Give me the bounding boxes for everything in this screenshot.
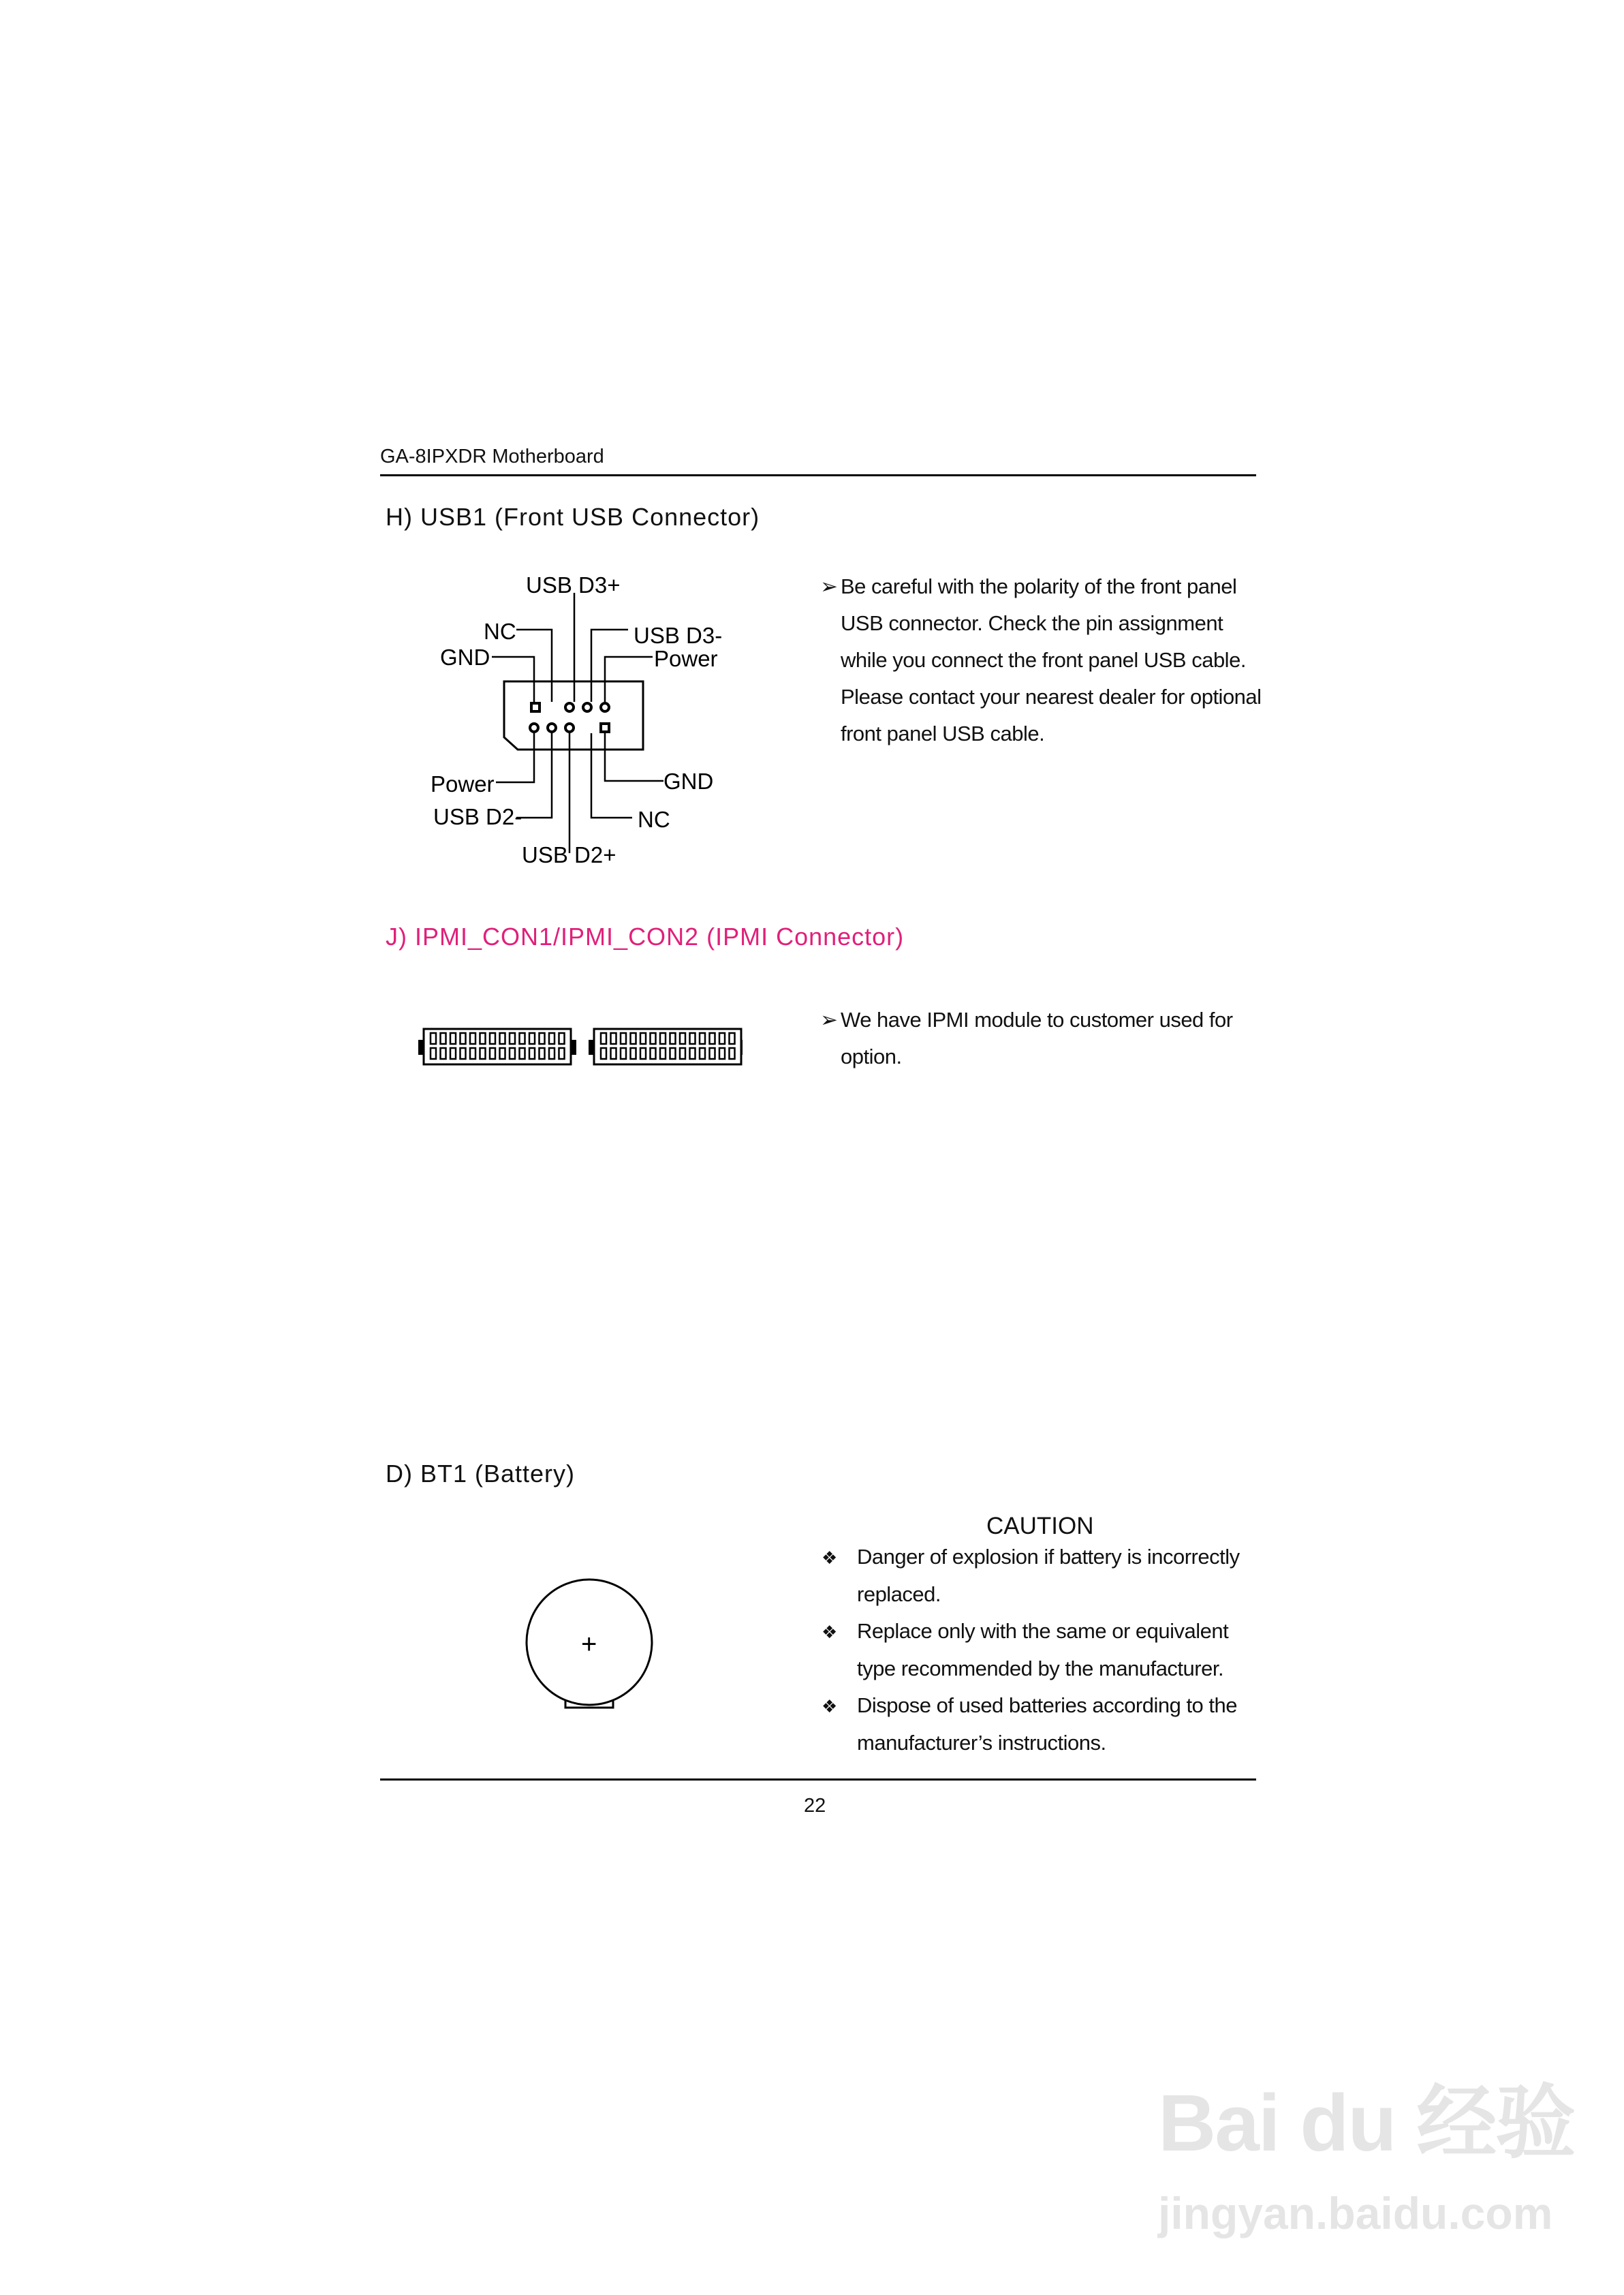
ipmi-pin (611, 1033, 616, 1044)
usb-note: ➢ Be careful with the polarity of the front panel USB connector. Check the pin assignment while you connect the front panel USB cable. Please contact your nearest dealer for optional front panel USB cable. (820, 568, 1262, 752)
ipmi-pin (730, 1033, 735, 1044)
ipmi-pin (710, 1048, 715, 1059)
ipmi-pin (529, 1048, 535, 1059)
usb-pin (565, 703, 574, 711)
pin-label-usb-d3-minus: USB D3- (634, 623, 723, 648)
ipmi-pin (549, 1033, 555, 1044)
usb-pin (565, 724, 574, 732)
diamond-bullet-icon: ❖ (822, 1547, 837, 1568)
pin-label-usb-d2-plus: USB D2+ (522, 842, 616, 867)
pin-label-nc-bottom: NC (638, 807, 670, 832)
pin-label-gnd-bottom: GND (663, 769, 714, 794)
usb-pin (583, 703, 591, 711)
pin-label-usb-d2-minus: USB D2- (433, 804, 522, 829)
ipmi-note: ➢ We have IPMI module to customer used for option. (820, 1002, 1233, 1075)
battery-section-title: D) BT1 (Battery) (386, 1460, 576, 1488)
ipmi-pin (660, 1033, 666, 1044)
usb-pin (601, 724, 609, 732)
usb-pin (530, 724, 538, 732)
ipmi-section-title: J) IPMI_CON1/IPMI_CON2 (IPMI Connector) (386, 923, 905, 951)
ipmi-pin (549, 1048, 555, 1059)
diamond-bullet-icon: ❖ (822, 1696, 837, 1716)
ipmi-pin (490, 1033, 495, 1044)
ipmi-pin (450, 1048, 456, 1059)
pin-label-nc-top: NC (484, 619, 516, 644)
ipmi-pin (719, 1033, 725, 1044)
ipmi-pin (670, 1033, 676, 1044)
ipmi-pin (431, 1048, 436, 1059)
ipmi-connectors-diagram (416, 1022, 743, 1077)
pin-label-power-top: Power (654, 646, 718, 671)
ipmi-pin (520, 1048, 525, 1059)
usb-pin (548, 724, 556, 732)
ipmi-pin (510, 1048, 515, 1059)
ipmi-pin (500, 1048, 505, 1059)
battery-diagram (518, 1567, 654, 1724)
ipmi-pin (480, 1033, 486, 1044)
ipmi-pin (680, 1033, 685, 1044)
ipmi-pin (690, 1033, 696, 1044)
document-header: GA-8IPXDR Motherboard (380, 446, 604, 467)
caution-list (822, 1539, 1240, 1761)
ipmi-pin (640, 1048, 646, 1059)
arrow-bullet-icon: ➢ (820, 574, 838, 598)
caution-item: ❖ Dispose of used batteries according to the manufacturer’s instructions. (822, 1687, 1240, 1761)
caution-item: ❖ Replace only with the same or equivalent type recommended by the manufacturer. (822, 1613, 1240, 1687)
ipmi-pin (660, 1048, 666, 1059)
pin-label-gnd-top: GND (440, 645, 490, 670)
page-number: 22 (804, 1795, 826, 1817)
ipmi-pin (680, 1048, 685, 1059)
ipmi-pin (460, 1033, 466, 1044)
ipmi-connector-1 (418, 1029, 576, 1064)
ipmi-pin (631, 1033, 636, 1044)
ipmi-pin (601, 1033, 606, 1044)
ipmi-pin (730, 1048, 735, 1059)
ipmi-pin (621, 1033, 626, 1044)
ipmi-pin (631, 1048, 636, 1059)
ipmi-pin (700, 1048, 705, 1059)
diamond-bullet-icon: ❖ (822, 1622, 837, 1642)
ipmi-connector-2 (589, 1029, 743, 1064)
usb-connector-diagram (409, 559, 763, 872)
caution-title: CAUTION (986, 1513, 1094, 1539)
usb-pin (601, 703, 609, 711)
ipmi-pin (431, 1033, 436, 1044)
usb-section-title: H) USB1 (Front USB Connector) (386, 503, 760, 531)
usb-pin (531, 703, 540, 711)
ipmi-pin (480, 1048, 486, 1059)
ipmi-pin (450, 1033, 456, 1044)
caution-item: ❖ Danger of explosion if battery is incorrectly replaced. (822, 1539, 1240, 1613)
ipmi-pin (490, 1048, 495, 1059)
baidu-watermark (1158, 2058, 1574, 2239)
ipmi-pin (510, 1033, 515, 1044)
ipmi-pin (441, 1033, 446, 1044)
ipmi-pin (670, 1048, 676, 1059)
battery-plus-icon: + (581, 1629, 597, 1659)
ipmi-pin (640, 1033, 646, 1044)
ipmi-pin (500, 1033, 505, 1044)
ipmi-pin (621, 1048, 626, 1059)
ipmi-pin (700, 1033, 705, 1044)
arrow-bullet-icon: ➢ (820, 1008, 838, 1032)
ipmi-pin (601, 1048, 606, 1059)
footer-rule (380, 1778, 1256, 1781)
watermark-url: jingyan.baidu.com (1158, 2188, 1553, 2238)
ipmi-pin (611, 1048, 616, 1059)
pin-label-usb-d3-plus: USB D3+ (526, 572, 621, 598)
ipmi-pin (540, 1048, 545, 1059)
ipmi-pin (651, 1033, 656, 1044)
ipmi-pin (520, 1033, 525, 1044)
header-rule (380, 474, 1256, 476)
ipmi-pin (559, 1033, 565, 1044)
ipmi-pin (719, 1048, 725, 1059)
ipmi-pin (460, 1048, 466, 1059)
ipmi-pin (710, 1033, 715, 1044)
pin-label-power-bottom: Power (431, 771, 495, 797)
ipmi-pin (441, 1048, 446, 1059)
ipmi-pin (540, 1033, 545, 1044)
ipmi-pin (651, 1048, 656, 1059)
ipmi-pin (559, 1048, 565, 1059)
watermark-logo: Bai du 经验 (1158, 2078, 1575, 2168)
ipmi-pin (470, 1033, 475, 1044)
ipmi-pin (470, 1048, 475, 1059)
ipmi-pin (690, 1048, 696, 1059)
ipmi-pin (529, 1033, 535, 1044)
